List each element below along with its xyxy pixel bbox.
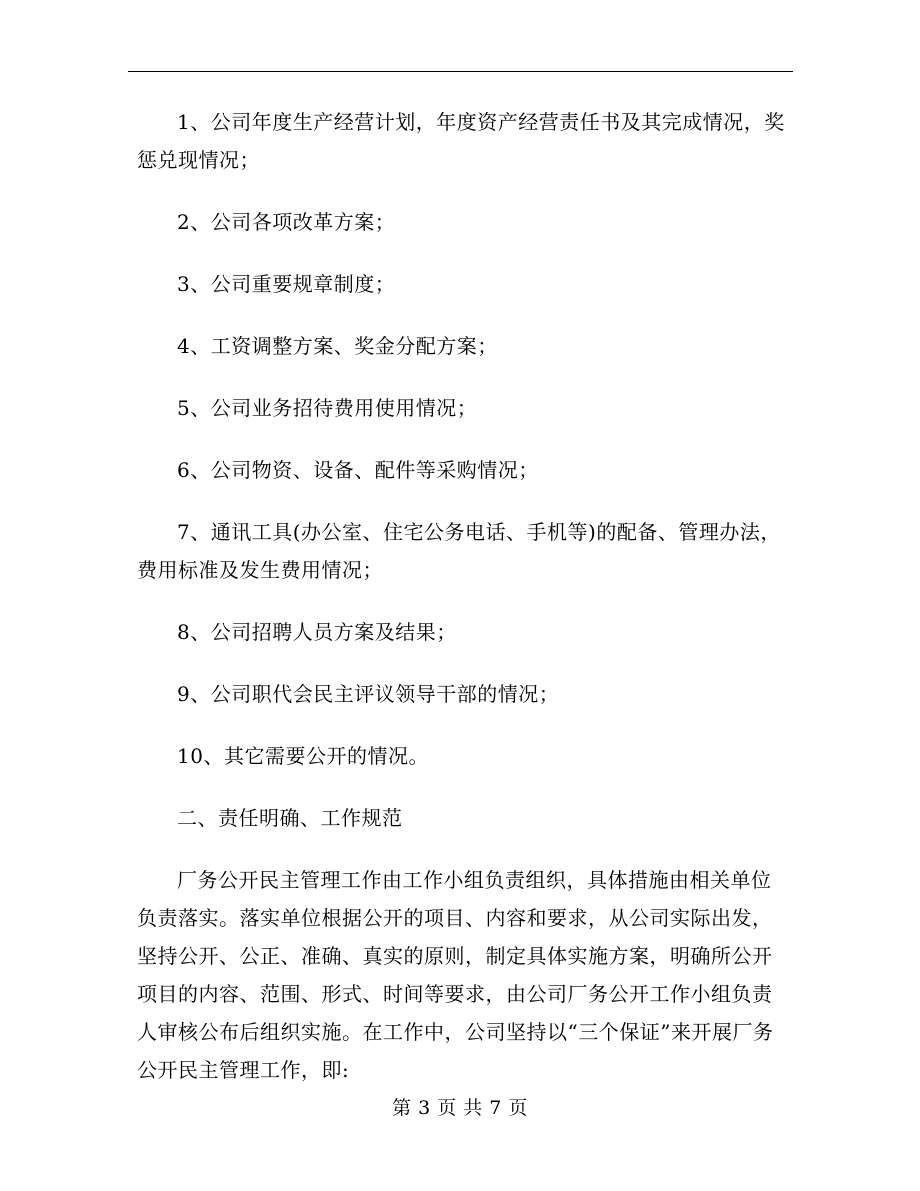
list-item-9: 9、公司职代会民主评议领导干部的情况；	[177, 682, 560, 706]
list-item-2: 2、公司各项改革方案；	[177, 210, 396, 234]
list-item-1: 1、公司年度生产经营计划，年度资产经营责任书及其完成情况，奖惩兑现情况；	[137, 110, 785, 172]
list-item-6: 6、公司物资、设备、配件等采购情况；	[177, 458, 539, 482]
header-rule	[128, 71, 793, 72]
list-item-7: 7、通讯工具(办公室、住宅公务电话、手机等)的配备、管理办法，费用标准及发生费用情况；	[137, 520, 781, 582]
body-paragraph: 厂务公开民主管理工作由工作小组负责组织，具体措施由相关单位负责落实。落实单位根据公开的项目、内容和要求，从公司实际出发，坚持公开、公正、准确、真实的原则，制定具体实施方案，明确所公开项目的内容、范围、形式、时间等要求，由公司厂务公开工作小组负责人审核公布后组织实施。在工作中，公司坚持以“三个保证”来开展厂务公开民主管理工作，即:	[137, 868, 774, 1082]
section-heading: 二、责任明确、工作规范	[177, 806, 403, 830]
page-number: 第 3 页 共 7 页	[392, 1097, 528, 1119]
list-item-8: 8、公司招聘人员方案及结果；	[177, 620, 457, 644]
list-item-10: 10、其它需要公开的情况。	[177, 744, 429, 768]
list-item-3: 3、公司重要规章制度；	[177, 272, 396, 296]
list-item-5: 5、公司业务招待费用使用情况；	[177, 396, 478, 420]
document-body	[137, 103, 787, 1113]
list-item-4: 4、工资调整方案、奖金分配方案；	[177, 334, 498, 358]
